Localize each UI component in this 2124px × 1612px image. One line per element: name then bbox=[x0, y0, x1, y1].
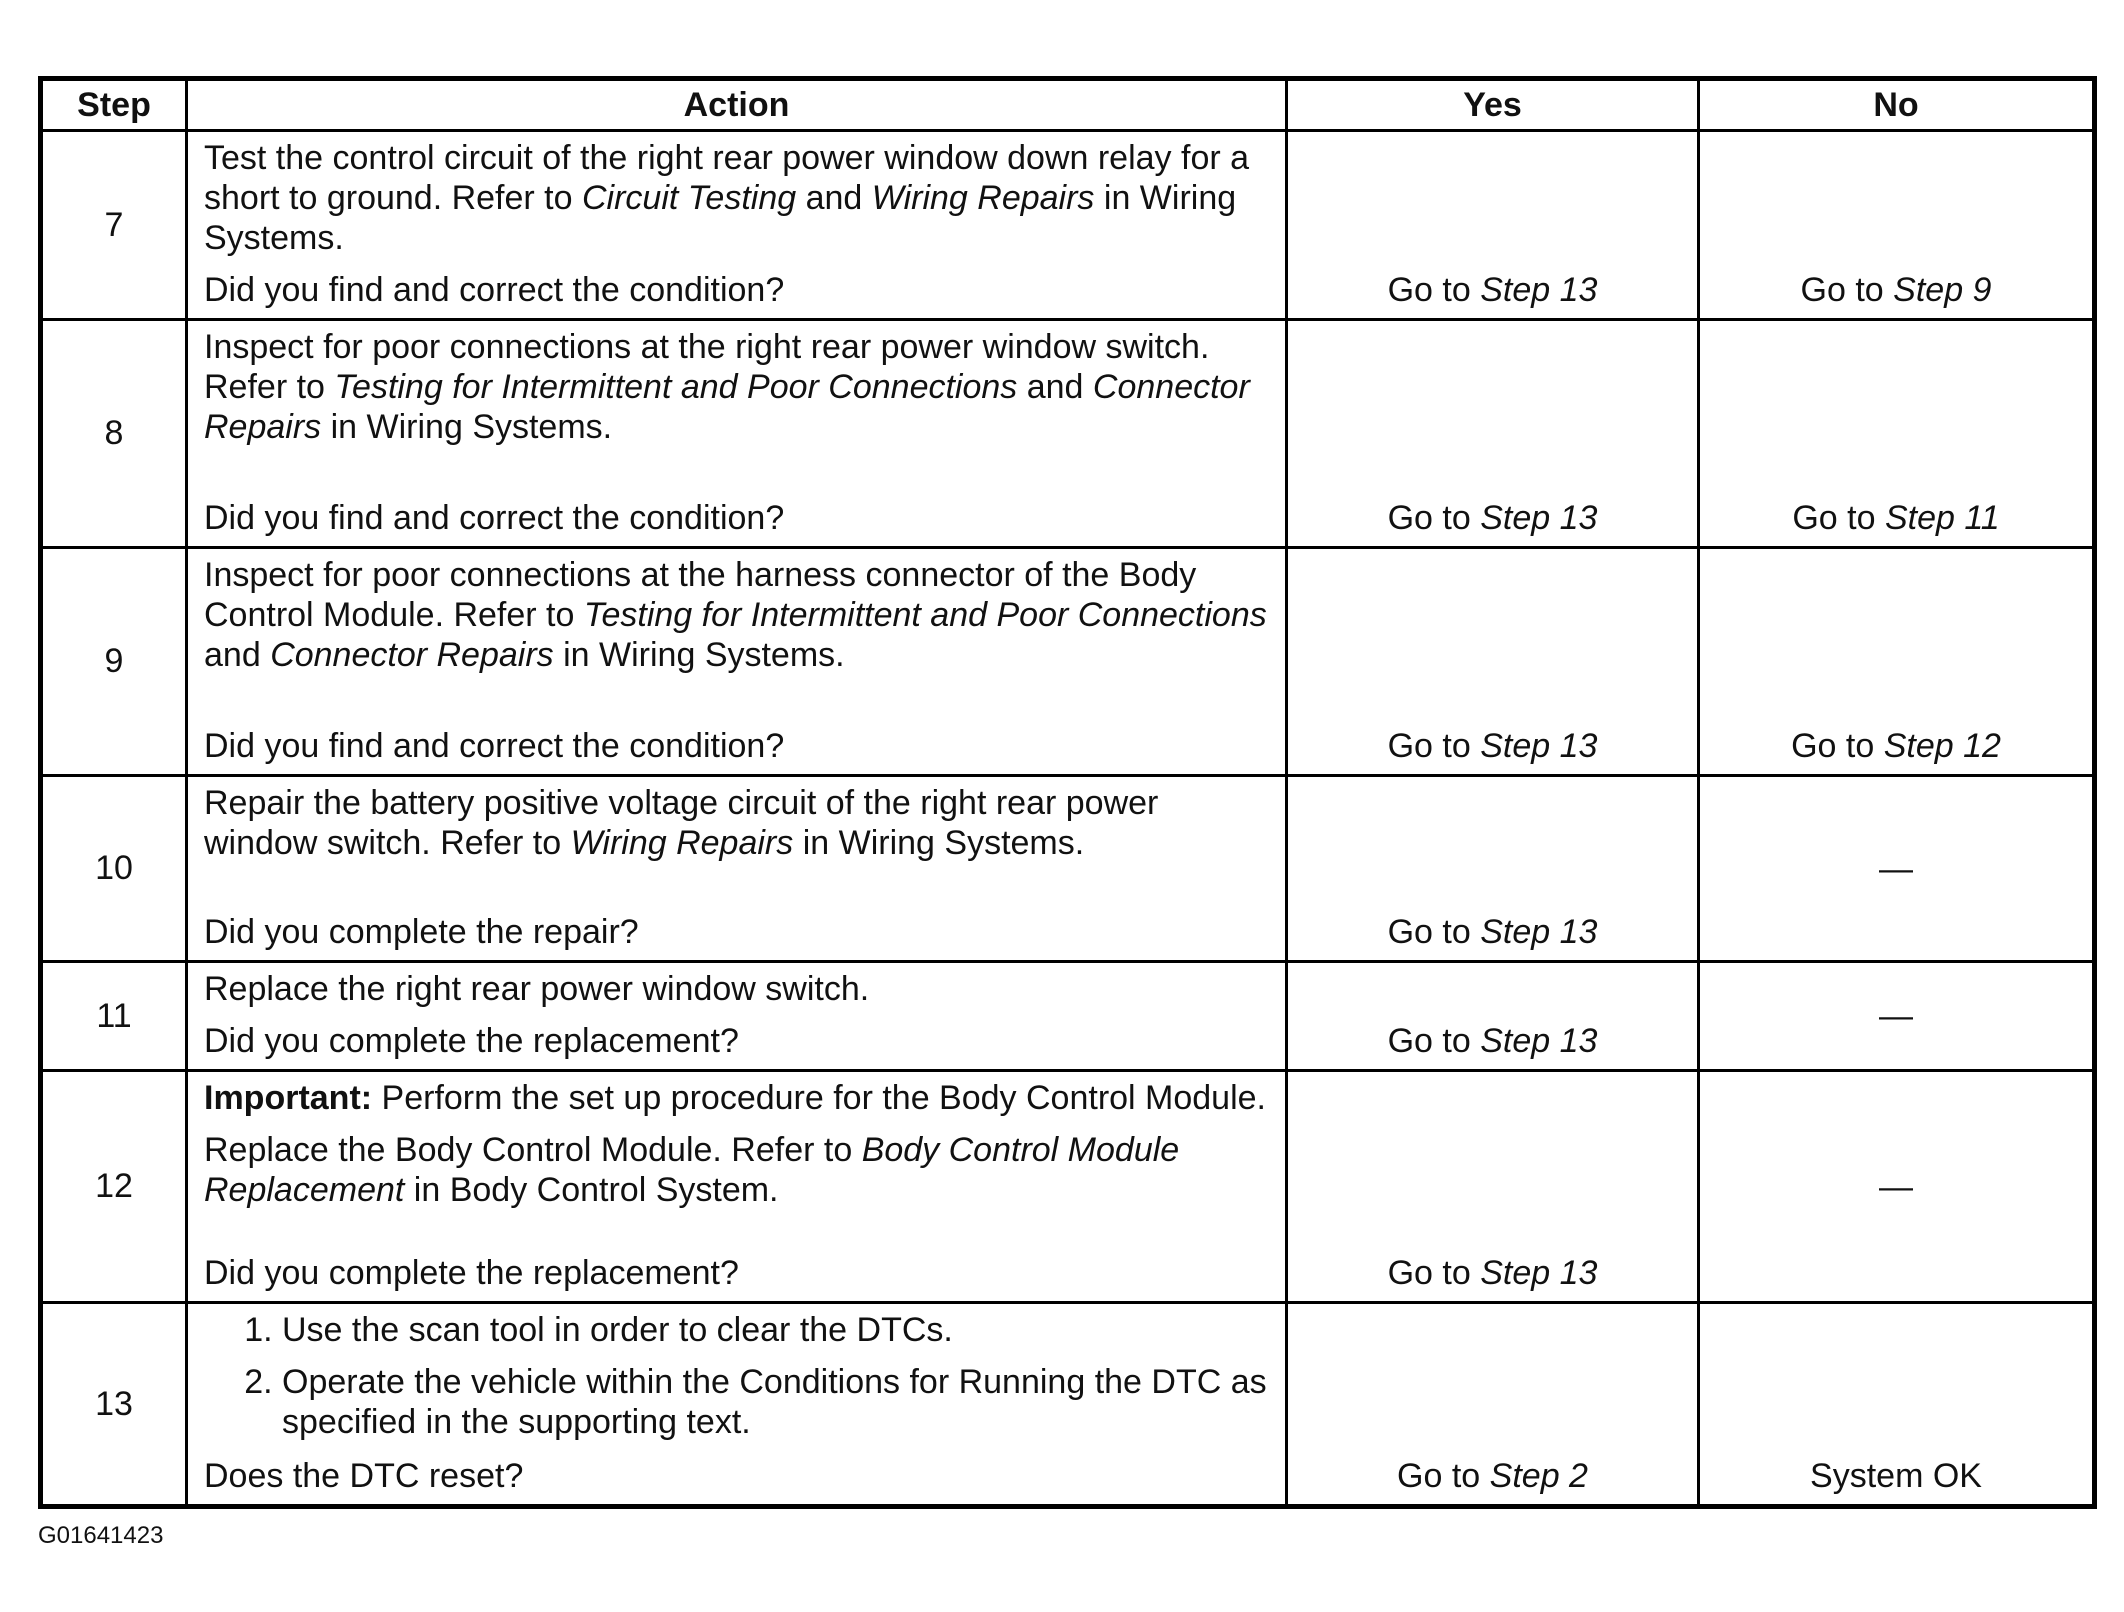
no-cell bbox=[1699, 776, 2095, 962]
no-step: Step 12 bbox=[1883, 727, 2001, 765]
action-text: Inspect for poor connections at the harness connector of the Body Control Module. Refer to Testing for Intermittent and Poor Connections and Connector Repairs in Wiring Systems. bbox=[204, 556, 1267, 674]
yes-step: Step 13 bbox=[1480, 1254, 1598, 1292]
no-cell bbox=[1699, 1071, 2095, 1303]
table-row bbox=[41, 548, 2095, 776]
step-number: 13 bbox=[41, 1303, 187, 1507]
action-cell bbox=[187, 1303, 1287, 1507]
action-cell bbox=[187, 1071, 1287, 1303]
table-row bbox=[41, 1071, 2095, 1303]
list-item: 2. Operate the vehicle within the Conditions for Running the DTC as specified in the supporting text. bbox=[282, 1362, 1271, 1442]
step-number: 11 bbox=[41, 962, 187, 1071]
yes-step: Step 13 bbox=[1480, 271, 1598, 309]
no-step: Step 9 bbox=[1893, 271, 1992, 309]
yes-cell: Go to Step 13 bbox=[1287, 776, 1699, 962]
no-cell: Go to Step 9 bbox=[1699, 131, 2095, 320]
table-row bbox=[41, 1303, 2095, 1507]
header-row bbox=[41, 79, 2095, 131]
step-number: 8 bbox=[41, 320, 187, 548]
list-item: 1. Use the scan tool in order to clear the DTCs. bbox=[282, 1310, 1271, 1350]
step-number: 10 bbox=[41, 776, 187, 962]
ref-link: Circuit Testing bbox=[581, 179, 797, 217]
no-cell: Go to Step 12 bbox=[1699, 548, 2095, 776]
ref-link: Testing for Intermittent and Poor Connections bbox=[334, 368, 1018, 406]
question: Did you find and correct the condition? bbox=[204, 271, 785, 309]
action-text: Inspect for poor connections at the right rear power window switch. Refer to Testing for Intermittent and Poor Connections and Connector Repairs in Wiring Systems. bbox=[204, 328, 1250, 446]
header-step: Step bbox=[41, 79, 187, 131]
question: Does the DTC reset? bbox=[204, 1457, 524, 1495]
yes-cell: Go to Step 13 bbox=[1287, 548, 1699, 776]
header-action: Action bbox=[187, 79, 1287, 131]
action-cell bbox=[187, 131, 1287, 320]
ref-link: Connector Repairs bbox=[270, 636, 554, 674]
action-text: Replace the Body Control Module. Refer to Body Control Module Replacement in Body Control System. bbox=[204, 1131, 1180, 1209]
ref-link: Wiring Repairs bbox=[570, 824, 794, 862]
yes-cell: Go to Step 13 bbox=[1287, 131, 1699, 320]
yes-step: Step 13 bbox=[1480, 1022, 1598, 1060]
table-row bbox=[41, 962, 2095, 1071]
ref-link: Body Control Module Replacement bbox=[204, 1131, 1180, 1209]
yes-step: Step 13 bbox=[1480, 727, 1598, 765]
no-cell bbox=[1699, 962, 2095, 1071]
table-row bbox=[41, 131, 2095, 320]
action-cell bbox=[187, 548, 1287, 776]
table-row bbox=[41, 776, 2095, 962]
question: Did you complete the repair? bbox=[204, 913, 639, 951]
no-step: Step 11 bbox=[1884, 499, 2000, 537]
action-text: Replace the right rear power window switch. bbox=[204, 970, 870, 1008]
step-number: 7 bbox=[41, 131, 187, 320]
question: Did you find and correct the condition? bbox=[204, 727, 785, 765]
action-text: Test the control circuit of the right rear power window down relay for a short to ground. Refer to Circuit Testing and Wiring Repairs in Wiring Systems. bbox=[204, 139, 1250, 257]
header-no: No bbox=[1699, 79, 2095, 131]
step-number: 9 bbox=[41, 548, 187, 776]
yes-cell: Go to Step 13 bbox=[1287, 962, 1699, 1071]
procedure-list bbox=[204, 1310, 1271, 1448]
important-note: Important: Perform the set up procedure for the Body Control Module. bbox=[204, 1079, 1267, 1117]
ref-link: Testing for Intermittent and Poor Connections bbox=[583, 596, 1267, 634]
no-value: — bbox=[1879, 997, 1913, 1035]
yes-step: Step 13 bbox=[1480, 499, 1598, 537]
yes-step: Step 13 bbox=[1480, 913, 1598, 951]
ref-link: Wiring Repairs bbox=[871, 179, 1095, 217]
table-row bbox=[41, 320, 2095, 548]
action-cell bbox=[187, 962, 1287, 1071]
yes-step: Step 2 bbox=[1489, 1457, 1588, 1495]
yes-cell: Go to Step 2 bbox=[1287, 1303, 1699, 1507]
diagnostic-table bbox=[38, 76, 2097, 1509]
no-cell bbox=[1699, 1303, 2095, 1507]
action-cell bbox=[187, 320, 1287, 548]
header-yes: Yes bbox=[1287, 79, 1699, 131]
no-cell: Go to Step 11 bbox=[1699, 320, 2095, 548]
question: Did you find and correct the condition? bbox=[204, 499, 785, 537]
ref-link: Connector Repairs bbox=[204, 368, 1250, 446]
question: Did you complete the replacement? bbox=[204, 1254, 739, 1292]
no-value: System OK bbox=[1810, 1457, 1982, 1495]
action-cell bbox=[187, 776, 1287, 962]
question: Did you complete the replacement? bbox=[204, 1022, 739, 1060]
action-text: Repair the battery positive voltage circuit of the right rear power window switch. Refer to Wiring Repairs in Wiring Systems. bbox=[204, 784, 1159, 862]
important-label: Important: bbox=[204, 1079, 373, 1117]
yes-cell: Go to Step 13 bbox=[1287, 320, 1699, 548]
step-number: 12 bbox=[41, 1071, 187, 1303]
yes-cell: Go to Step 13 bbox=[1287, 1071, 1699, 1303]
no-value: — bbox=[1879, 1167, 1913, 1206]
no-value: — bbox=[1879, 849, 1913, 888]
figure-id: G01641423 bbox=[38, 1522, 164, 1549]
